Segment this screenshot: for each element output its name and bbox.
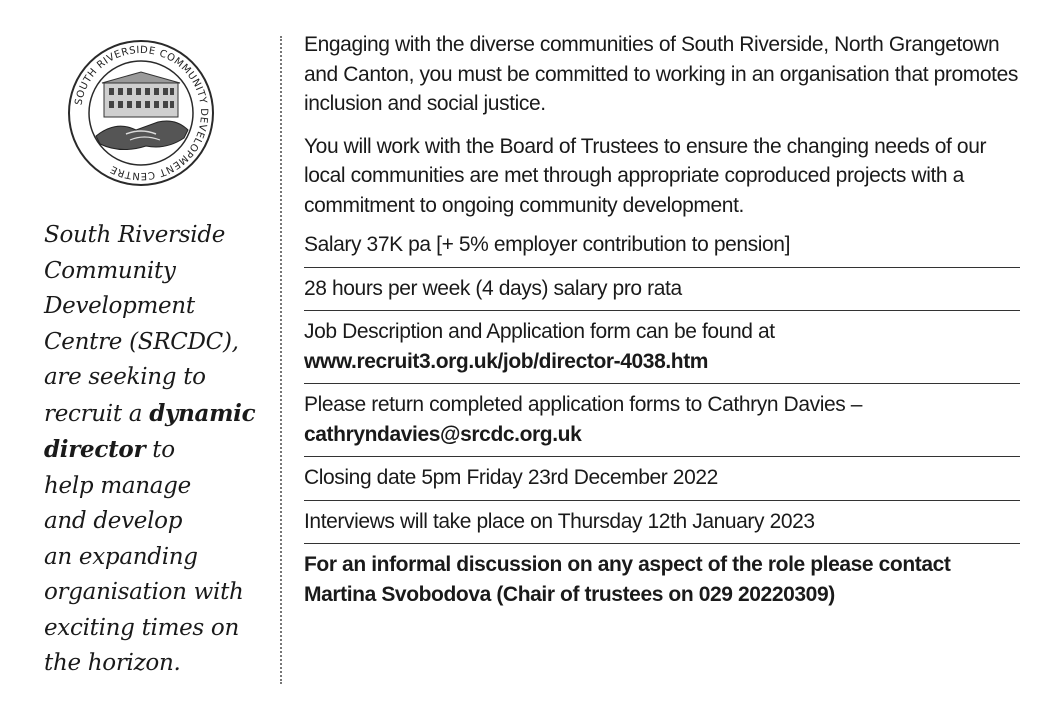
return-info: Please return completed application forms to Cathryn Davies – cathryndavies@srcdc.org.uk bbox=[304, 384, 1020, 457]
intro-statement: South Riverside Community Development Centre (SRCDC), are seeking to recruit a dynamic director to help manage and develop an expanding organisation with exciting times on the horizon. bbox=[44, 222, 256, 676]
interview-date: Interviews will take place on Thursday 12th January 2023 bbox=[304, 501, 1020, 545]
return-email-link[interactable]: cathryndavies@srcdc.org.uk bbox=[304, 422, 582, 446]
job-description-link[interactable]: www.recruit3.org.uk/job/director-4038.htm bbox=[304, 349, 709, 373]
salary-info: Salary 37K pa [+ 5% employer contribution to pension] bbox=[304, 224, 1020, 268]
job-advert bbox=[8, 8, 1040, 698]
srcdc-logo bbox=[66, 38, 216, 188]
svg-text:SOUTH RIVERSIDE COMMUNITY DEVE: SOUTH RIVERSIDE COMMUNITY DEVELOPMENT CENTRE bbox=[73, 44, 210, 182]
left-column bbox=[8, 8, 270, 698]
job-description-info: Job Description and Application form can be found at www.recruit3.org.uk/job/director-4038.htm bbox=[304, 311, 1020, 384]
handshake-icon bbox=[96, 121, 188, 150]
contact-info: For an informal discussion on any aspect of the role please contact Martina Svobodova (Chair of trustees on 029 20220309) bbox=[304, 553, 951, 606]
details-column bbox=[304, 30, 1020, 616]
building-icon bbox=[102, 72, 180, 117]
closing-date: Closing date 5pm Friday 23rd December 2022 bbox=[304, 457, 1020, 501]
hours-info: 28 hours per week (4 days) salary pro rata bbox=[304, 268, 1020, 312]
description-paragraph-2: You will work with the Board of Trustees to ensure the changing needs of our local communities are met through appropriate coproduced projects with a commitment to ongoing community development. bbox=[304, 134, 987, 217]
column-divider bbox=[280, 36, 282, 684]
description-paragraph-1: Engaging with the diverse communities of South Riverside, North Grangetown and Canton, you must be committed to working in an organisation that promotes inclusion and social justice. bbox=[304, 33, 1018, 115]
